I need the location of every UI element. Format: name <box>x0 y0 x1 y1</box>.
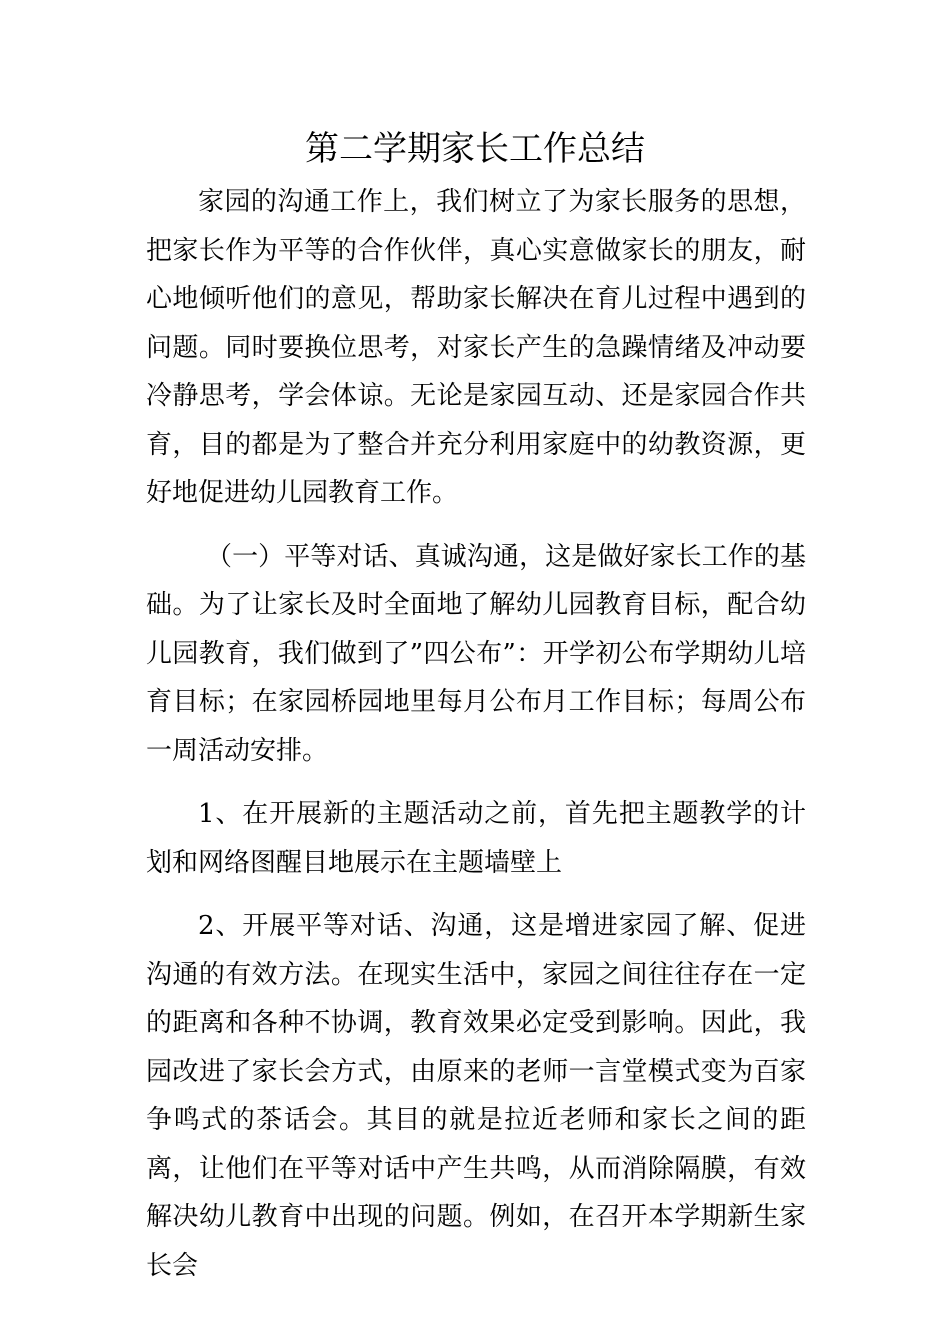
document-body <box>146 178 806 1290</box>
document-title: 第二学期家长工作总结 <box>305 129 645 169</box>
paragraph-section-one: （一）平等对话、真诚沟通，这是做好家长工作的基础。为了让家长及时全面地了解幼儿园教育目标，配合幼儿园教育，我们做到了”四公布”：开学初公布学期幼儿培育目标；在家园桥园地里每月公布月工作目标；每周公布一周活动安排。 <box>146 541 806 766</box>
paragraph-item-one: 1、在开展新的主题活动之前，首先把主题教学的计划和网络图醒目地展示在主题墙壁上 <box>146 799 806 878</box>
paragraph-item-two: 2、开展平等对话、沟通，这是增进家园了解、促进沟通的有效方法。在现实生活中，家园之间往往存在一定的距离和各种不协调，教育效果必定受到影响。因此，我园改进了家长会方式，由原来的老师一言堂模式变为百家争鸣式的茶话会。其目的就是拉近老师和家长之间的距离，让他们在平等对话中产生共鸣，从而消除隔膜，有效解决幼儿教育中出现的问题。例如，在召开本学期新生家长会 <box>146 911 806 1281</box>
paragraph-intro: 家园的沟通工作上，我们树立了为家长服务的思想，把家长作为平等的合作伙伴，真心实意做家长的朋友，耐心地倾听他们的意见，帮助家长解决在育儿过程中遇到的问题。同时要换位思考，对家长产生的急躁情绪及冲动要冷静思考，学会体谅。无论是家园互动、还是家园合作共育，目的都是为了整合并充分利用家庭中的幼教资源，更好地促进幼儿园教育工作。 <box>146 187 806 508</box>
